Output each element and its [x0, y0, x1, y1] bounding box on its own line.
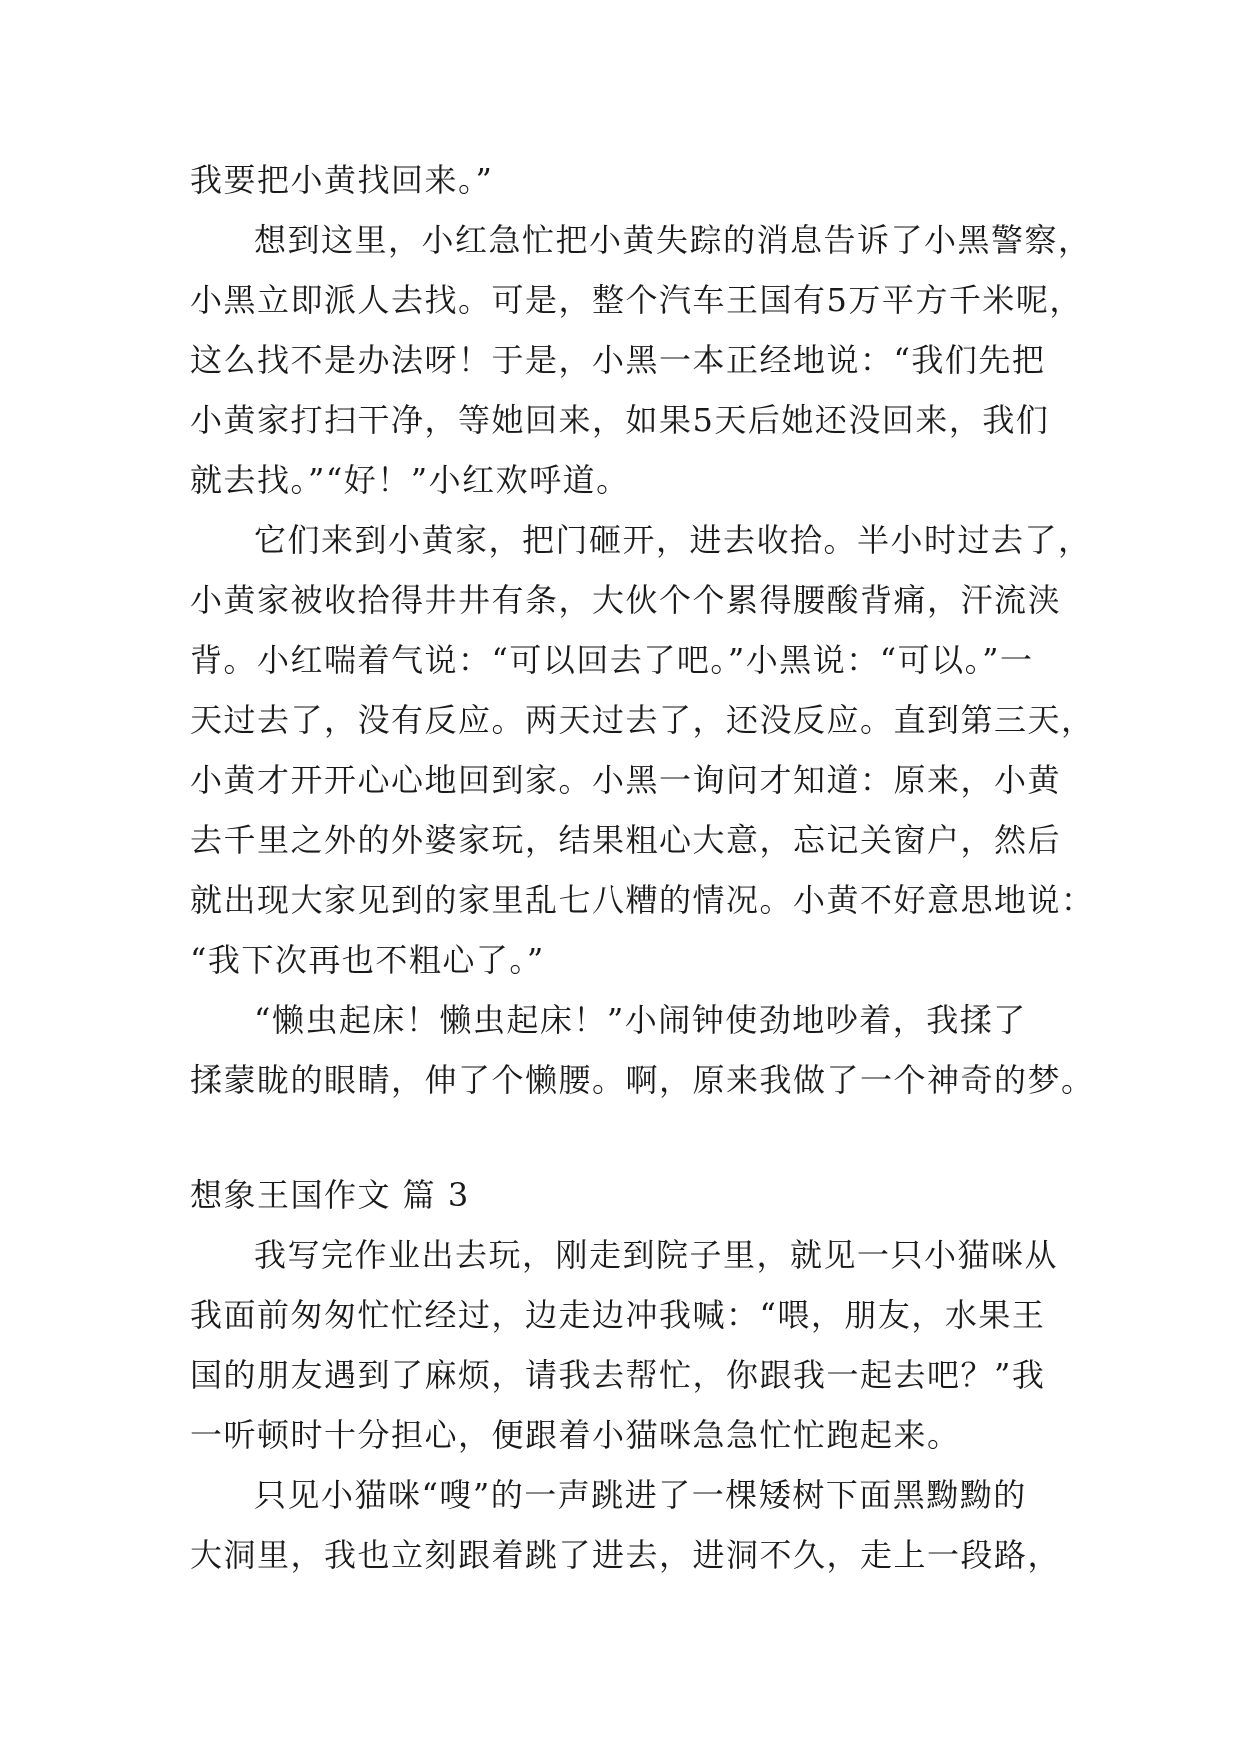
text-line: 想到这里，小红急忙把小黄失踪的消息告诉了小黑警察，: [254, 221, 1092, 259]
text-line: 我写完作业出去玩，刚走到院子里，就见一只小猫咪从: [254, 1236, 1059, 1274]
text-line: 就去找。”“好！”小红欢呼道。: [190, 461, 630, 499]
text-line: 大洞里，我也立刻跟着跳了进去，进洞不久，走上一段路，: [190, 1536, 1062, 1574]
text-line: 这么找不是办法呀！于是，小黑一本正经地说：“我们先把: [190, 341, 1046, 379]
section-title: 想象王国作文 篇 3: [190, 1176, 470, 1214]
text-line: 一听顿时十分担心，便跟着小猫咪急急忙忙跑起来。: [190, 1416, 961, 1454]
text-line: 它们来到小黄家，把门砸开，进去收拾。半小时过去了，: [254, 521, 1092, 559]
text-line: 我面前匆匆忙忙经过，边走边冲我喊：“喂，朋友，水果王: [190, 1296, 1046, 1334]
text-line: 小黑立即派人去找。可是，整个汽车王国有5万平方千米呢，: [190, 281, 1083, 319]
section-gap: [190, 1110, 1050, 1165]
essay-part-1: [190, 150, 1095, 1110]
text-line: 小黄家打扫干净，等她回来，如果5天后她还没回来，我们: [190, 401, 1050, 439]
text-line: “我下次再也不粗心了。”: [190, 941, 545, 979]
text-line: 天过去了，没有反应。两天过去了，还没反应。直到第三天，: [190, 701, 1095, 739]
text-line: “懒虫起床！懒虫起床！”小闹钟使劲地吵着，我揉了: [254, 1001, 1027, 1039]
text-line: 去千里之外的外婆家玩，结果粗心大意，忘记关窗户，然后: [190, 821, 1062, 859]
text-line: 背。小红喘着气说：“可以回去了吧。”小黑说：“可以。”一: [190, 641, 1034, 679]
text-line: 就出现大家见到的家里乱七八糟的情况。小黄不好意思地说：: [190, 881, 1095, 919]
text-line: 只见小猫咪“嗖”的一声跳进了一棵矮树下面黑黝黝的: [254, 1476, 1027, 1514]
text-line: 我要把小黄找回来。”: [190, 161, 494, 199]
text-line: 小黄家被收拾得井井有条，大伙个个累得腰酸背痛，汗流浃: [190, 581, 1062, 619]
document-body: [190, 150, 1095, 1585]
essay-part-2: [190, 1225, 1062, 1585]
text-line: 小黄才开开心心地回到家。小黑一询问才知道：原来，小黄: [190, 761, 1062, 799]
text-line: 国的朋友遇到了麻烦，请我去帮忙，你跟我一起去吧？”我: [190, 1356, 1046, 1394]
text-line: 揉蒙眬的眼睛，伸了个懒腰。啊，原来我做了一个神奇的梦。: [190, 1061, 1095, 1099]
